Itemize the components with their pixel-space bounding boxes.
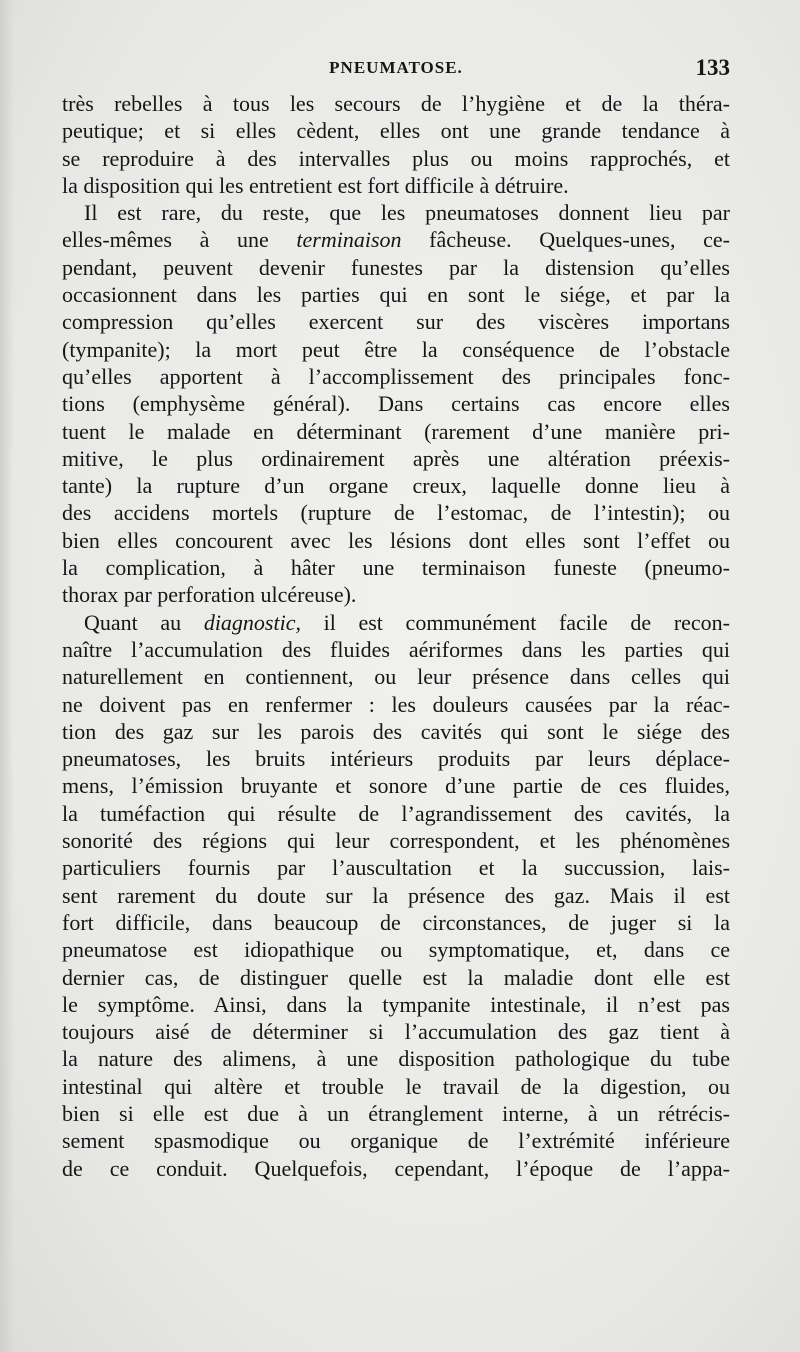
text-segment: fâcheuse. Quelques-unes, ce- — [401, 227, 730, 253]
text-segment: bien si elle est due à un étranglement interne, à un rétrécis- — [62, 1100, 730, 1126]
text-line — [62, 336, 730, 363]
page-gutter-shadow — [0, 0, 14, 1352]
text-segment: bien elles concourent avec les lésions dont elles sont l’effet ou — [62, 527, 730, 553]
text-segment: la complication, à hâter une terminaison funeste (pneumo- — [62, 555, 730, 581]
text-segment: Il est rare, du reste, que les pneumatoses donnent lieu par — [84, 200, 730, 226]
text-line — [62, 882, 730, 909]
text-line — [62, 964, 730, 991]
text-segment: tuent le malade en déterminant (rarement d’une manière pri- — [62, 418, 730, 444]
text-line — [62, 199, 730, 226]
italic-term: terminaison — [296, 227, 402, 253]
text-line — [62, 1155, 730, 1182]
text-line — [62, 254, 730, 281]
text-segment: sement spasmodique ou organique de l’extrémité inférieure — [62, 1128, 730, 1154]
text-line — [62, 1100, 730, 1127]
page-header — [62, 55, 730, 88]
text-line — [62, 445, 730, 472]
text-line — [62, 609, 730, 636]
text-line — [62, 1018, 730, 1045]
text-segment: intestinal qui altère et trouble le travail de la digestion, ou — [62, 1073, 730, 1099]
text-line — [62, 145, 730, 172]
text-line — [62, 418, 730, 445]
text-segment: dernier cas, de distinguer quelle est la maladie dont elle est — [62, 964, 730, 990]
text-segment: Quant au — [84, 609, 204, 635]
text-segment: tante) la rupture d’un organe creux, laquelle donne lieu à — [62, 473, 730, 499]
text-segment: la nature des alimens, à une disposition pathologique du tube — [62, 1046, 730, 1072]
text-line — [62, 226, 730, 253]
text-line — [62, 691, 730, 718]
text-line — [62, 1073, 730, 1100]
body-text — [62, 90, 730, 1182]
text-segment: très rebelles à tous les secours de l’hygiène et de la théra- — [62, 91, 730, 116]
text-line — [62, 718, 730, 745]
text-line — [62, 663, 730, 690]
text-segment: de ce conduit. Quelquefois, cependant, l’époque de l’appa- — [62, 1155, 730, 1181]
text-line — [62, 527, 730, 554]
text-line — [62, 281, 730, 308]
text-line — [62, 991, 730, 1018]
text-line — [62, 909, 730, 936]
text-segment: toujours aisé de déterminer si l’accumulation des gaz tient à — [62, 1019, 730, 1045]
text-segment: tions (emphysème général). Dans certains cas encore elles — [62, 391, 730, 417]
text-segment: thorax par perforation ulcéreuse). — [62, 582, 357, 608]
text-segment: la disposition qui les entretient est fort difficile à détruire. — [62, 172, 569, 198]
text-line — [62, 800, 730, 827]
text-segment: (tympanite); la mort peut être la conséquence de l’obstacle — [62, 336, 730, 362]
text-line — [62, 636, 730, 663]
text-segment: naturellement en contiennent, ou leur présence dans celles qui — [62, 664, 730, 690]
text-segment: la tuméfaction qui résulte de l’agrandissement des cavités, la — [62, 800, 730, 826]
text-line — [62, 172, 730, 199]
text-line — [62, 554, 730, 581]
text-line — [62, 363, 730, 390]
text-segment: sent rarement du doute sur la présence des gaz. Mais il est — [62, 882, 730, 908]
text-segment: pneumatoses, les bruits intérieurs produits par leurs déplace- — [62, 746, 730, 772]
text-segment: il est communément facile de recon- — [300, 609, 731, 635]
text-line — [62, 581, 730, 608]
text-segment: compression qu’elles exercent sur des viscères importans — [62, 309, 730, 335]
text-segment: peutique; et si elles cèdent, elles ont une grande tendance à — [62, 118, 730, 144]
text-segment: naître l’accumulation des fluides aériformes dans les parties qui — [62, 636, 730, 662]
text-segment: pendant, peuvent devenir funestes par la distension qu’elles — [62, 254, 730, 280]
text-segment: mitive, le plus ordinairement après une altération préexis- — [62, 445, 730, 471]
text-segment: des accidens mortels (rupture de l’estomac, de l’intestin); ou — [62, 500, 730, 526]
text-line — [62, 745, 730, 772]
text-line — [62, 90, 730, 117]
text-segment: pneumatose est idiopathique ou symptomatique, et, dans ce — [62, 937, 730, 963]
text-segment: occasionnent dans les parties qui en sont le siége, et par la — [62, 282, 730, 308]
text-line — [62, 472, 730, 499]
page-number: 133 — [695, 55, 730, 80]
text-segment: tion des gaz sur les parois des cavités qui sont le siége des — [62, 718, 730, 744]
text-segment: particuliers fournis par l’auscultation et la succussion, lais- — [62, 855, 730, 881]
text-line — [62, 308, 730, 335]
text-segment: sonorité des régions qui leur correspondent, et les phénomènes — [62, 828, 730, 854]
text-line — [62, 117, 730, 144]
text-segment: ne doivent pas en renfermer : les douleurs causées par la réac- — [62, 691, 730, 717]
running-head: PNEUMATOSE. — [329, 58, 463, 77]
text-line — [62, 936, 730, 963]
text-segment: elles-mêmes à une — [62, 227, 297, 253]
text-segment: se reproduire à des intervalles plus ou moins rapprochés, et — [62, 145, 730, 171]
text-line — [62, 1045, 730, 1072]
text-segment: fort difficile, dans beaucoup de circonstances, de juger si la — [62, 909, 730, 935]
text-segment: mens, l’émission bruyante et sonore d’une partie de ces fluides, — [62, 773, 730, 799]
text-segment: le symptôme. Ainsi, dans la tympanite intestinale, il n’est pas — [62, 991, 730, 1017]
text-line — [62, 854, 730, 881]
text-line — [62, 1127, 730, 1154]
text-line — [62, 499, 730, 526]
text-segment: qu’elles apportent à l’accomplissement des principales fonc- — [62, 363, 730, 389]
text-line — [62, 827, 730, 854]
text-line — [62, 772, 730, 799]
text-line — [62, 390, 730, 417]
italic-term: diagnostic, — [203, 609, 301, 635]
